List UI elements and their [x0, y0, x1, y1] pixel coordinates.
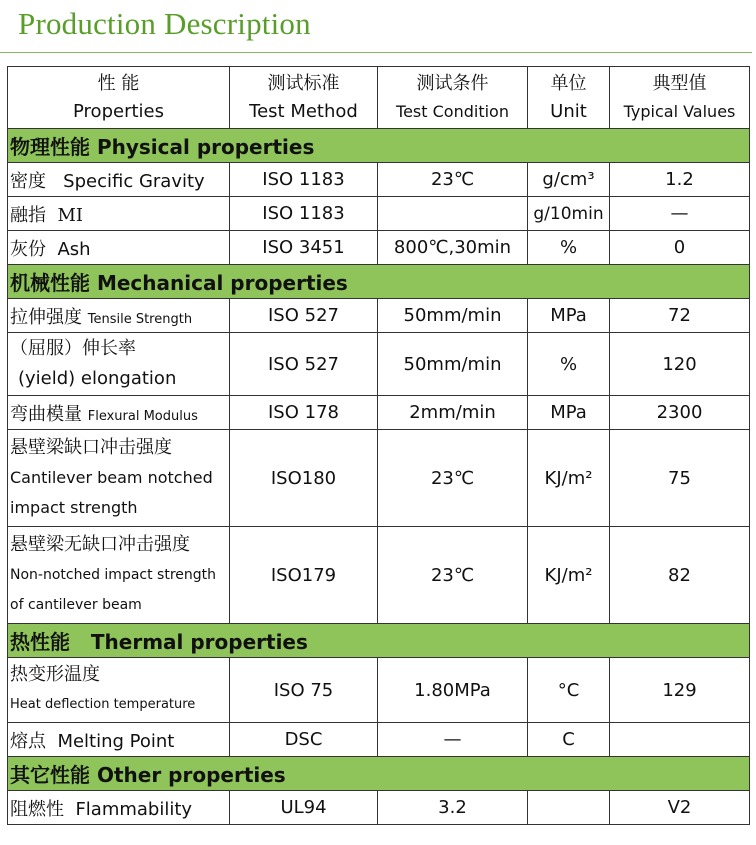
condition-cell: 23℃ [378, 163, 528, 197]
title-divider [0, 52, 752, 53]
section-thermal-label: 热性能 Thermal properties [8, 624, 750, 658]
header-condition-en: Test Condition [396, 101, 509, 121]
property-zh: 弯曲模量 [10, 403, 82, 425]
table-row [8, 333, 750, 396]
header-method-en: Test Method [249, 100, 358, 122]
method-cell: ISO 3451 [230, 231, 378, 265]
condition-cell: 50mm/min [378, 333, 528, 396]
property-en-line2: of cantilever beam [10, 597, 142, 613]
property-zh: 热变形温度 [10, 664, 100, 685]
property-zh: 悬壁梁无缺口冲击强度 [10, 534, 190, 555]
condition-cell: 800℃,30min [378, 231, 528, 265]
page-title: Production Description [18, 6, 311, 41]
table-row [8, 197, 750, 231]
condition-cell: 2mm/min [378, 396, 528, 430]
unit-cell [528, 791, 610, 825]
unit-cell: MPa [528, 299, 610, 333]
property-zh: 密度 [10, 170, 46, 192]
table-row [8, 163, 750, 197]
property-zh: 悬壁梁缺口冲击强度 [10, 437, 172, 458]
section-thermal [8, 624, 750, 658]
property-en-line1: Cantilever beam notched [10, 468, 213, 487]
property-cell [8, 299, 230, 333]
table-row [8, 231, 750, 265]
property-cell [8, 430, 230, 527]
header-unit [528, 67, 610, 129]
value-cell: 1.2 [610, 163, 750, 197]
condition-cell [378, 197, 528, 231]
unit-cell: MPa [528, 396, 610, 430]
header-unit-zh: 单位 [550, 72, 587, 94]
table-row [8, 658, 750, 723]
table-row [8, 299, 750, 333]
property-cell [8, 527, 230, 624]
unit-cell: °C [528, 658, 610, 723]
property-cell [8, 231, 230, 265]
unit-cell: % [528, 333, 610, 396]
header-value [610, 67, 750, 129]
table-row [8, 791, 750, 825]
method-cell: ISO 75 [230, 658, 378, 723]
header-value-zh: 典型值 [652, 72, 707, 94]
value-cell: 72 [610, 299, 750, 333]
value-cell: 0 [610, 231, 750, 265]
unit-cell: % [528, 231, 610, 265]
unit-cell: g/10min [528, 197, 610, 231]
method-cell: ISO179 [230, 527, 378, 624]
property-en: Specific Gravity [63, 170, 205, 192]
header-condition-zh: 测试条件 [416, 72, 489, 94]
header-condition [378, 67, 528, 129]
property-en: Melting Point [57, 730, 175, 752]
value-cell: 2300 [610, 396, 750, 430]
unit-cell: KJ/m² [528, 527, 610, 624]
property-en-line1: Non-notched impact strength [10, 567, 217, 583]
property-en: Flexural Modulus [87, 408, 198, 424]
unit-cell: g/cm³ [528, 163, 610, 197]
property-cell [8, 333, 230, 396]
method-cell: ISO 527 [230, 333, 378, 396]
header-method [230, 67, 378, 129]
property-zh: 熔点 [10, 730, 46, 752]
table-row [8, 723, 750, 757]
value-cell [610, 723, 750, 757]
condition-cell: 23℃ [378, 430, 528, 527]
property-zh: 灰份 [10, 238, 46, 260]
value-cell: V2 [610, 791, 750, 825]
section-physical [8, 129, 750, 163]
condition-cell: — [378, 723, 528, 757]
table-header-row [8, 67, 750, 129]
value-cell: 75 [610, 430, 750, 527]
property-en: (yield) elongation [18, 368, 177, 389]
properties-table [7, 66, 750, 825]
property-cell [8, 658, 230, 723]
value-cell: 120 [610, 333, 750, 396]
property-en: Ash [57, 238, 91, 260]
property-en: Tensile Strength [87, 311, 193, 327]
header-properties-en: Properties [73, 100, 164, 122]
section-mechanical [8, 265, 750, 299]
value-cell: — [610, 197, 750, 231]
value-cell: 82 [610, 527, 750, 624]
method-cell: ISO 527 [230, 299, 378, 333]
section-physical-label: 物理性能 Physical properties [8, 129, 750, 163]
property-zh: 阻燃性 [10, 798, 64, 820]
condition-cell: 23℃ [378, 527, 528, 624]
property-en: Flammability [75, 798, 193, 820]
property-cell [8, 723, 230, 757]
property-en: Heat deflection temperature [10, 697, 196, 712]
method-cell: ISO 178 [230, 396, 378, 430]
condition-cell: 1.80MPa [378, 658, 528, 723]
header-method-zh: 测试标准 [267, 72, 340, 94]
value-cell: 129 [610, 658, 750, 723]
property-cell [8, 163, 230, 197]
condition-cell: 50mm/min [378, 299, 528, 333]
unit-cell: C [528, 723, 610, 757]
section-mechanical-label: 机械性能 Mechanical properties [8, 265, 750, 299]
method-cell: ISO180 [230, 430, 378, 527]
method-cell: ISO 1183 [230, 197, 378, 231]
table-row [8, 396, 750, 430]
header-value-en: Typical Values [623, 101, 736, 121]
property-en: MI [57, 204, 83, 226]
property-zh: 融指 [10, 204, 46, 226]
condition-cell: 3.2 [378, 791, 528, 825]
property-zh: （屈服）伸长率 [10, 338, 136, 359]
table-row [8, 430, 750, 527]
method-cell: DSC [230, 723, 378, 757]
header-properties-zh: 性 能 [97, 72, 140, 94]
property-cell [8, 197, 230, 231]
section-other [8, 757, 750, 791]
property-en-line2: impact strength [10, 498, 138, 517]
header-unit-en: Unit [550, 100, 587, 122]
unit-cell: KJ/m² [528, 430, 610, 527]
method-cell: UL94 [230, 791, 378, 825]
property-zh: 拉伸强度 [10, 306, 82, 328]
property-cell [8, 396, 230, 430]
table-row [8, 527, 750, 624]
property-cell [8, 791, 230, 825]
header-properties [8, 67, 230, 129]
section-other-label: 其它性能 Other properties [8, 757, 750, 791]
method-cell: ISO 1183 [230, 163, 378, 197]
